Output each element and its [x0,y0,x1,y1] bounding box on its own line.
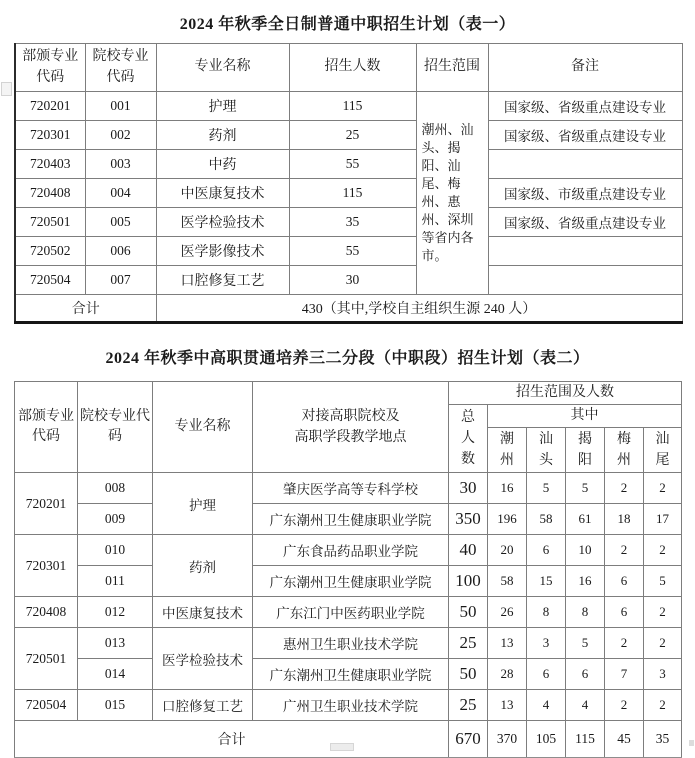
t2-row3-jieyang: 10 [566,535,605,566]
t2-row6-school-code: 013 [78,628,153,659]
table-row [15,179,682,208]
t2-header-college-line2: 高职学段教学地点 [294,430,407,445]
t2-row1-college: 肇庆医学高等专科学校 [253,473,449,504]
t2-row2-college: 广东潮州卫生健康职业学院 [253,504,449,535]
table-row [15,266,682,295]
t1-row4-school-code: 004 [85,179,156,208]
t2-row7-jieyang: 6 [566,659,605,690]
t1-row6-remark [488,237,682,266]
t2-row8-total: 25 [449,690,488,721]
t2-row6-shantou: 3 [527,628,566,659]
t2-row8-shanwei: 2 [644,690,682,721]
t1-row6-school-code: 006 [85,237,156,266]
t2-row3-chaozhou: 20 [488,535,527,566]
t1-row1-major: 护理 [156,92,289,121]
table-select-handle-icon [1,82,12,96]
t1-row5-remark: 国家级、省级重点建设专业 [488,208,682,237]
table-resize-handle [330,743,354,751]
t2-row5-code: 720408 [15,597,78,628]
t1-row2-code: 720301 [15,121,85,150]
t1-row5-count: 35 [289,208,416,237]
t1-row7-code: 720504 [15,266,85,295]
t2-row5-shanwei: 2 [644,597,682,628]
table-row [15,208,682,237]
table-row [15,473,682,504]
t2-row8-code: 720504 [15,690,78,721]
t2-header-major-name: 专业名称 [153,382,253,473]
t2-row3-major: 药剂 [153,535,253,597]
t2-row5-total: 50 [449,597,488,628]
t2-row7-shanwei: 3 [644,659,682,690]
t2-row8-college: 广州卫生职业技术学院 [253,690,449,721]
t2-row6-shanwei: 2 [644,628,682,659]
t2-row1-code: 720201 [15,473,78,535]
t1-row3-remark [488,150,682,179]
t2-total-shantou: 105 [527,721,566,758]
t2-row7-chaozhou: 28 [488,659,527,690]
t1-row1-count: 115 [289,92,416,121]
t2-row1-major: 护理 [153,473,253,535]
t2-row5-jieyang: 8 [566,597,605,628]
t1-header-major-name: 专业名称 [156,44,289,92]
t2-header-college-line1: 对接高职院校及 [301,409,400,424]
t2-row4-shanwei: 5 [644,566,682,597]
t1-row7-major: 口腔修复工艺 [156,266,289,295]
scrollbar-corner-fragment [689,740,694,746]
t2-header-city-shanwei: 汕尾 [644,428,682,473]
t2-row2-total: 350 [449,504,488,535]
t1-header-enrollment-range: 招生范围 [416,44,488,92]
t2-row3-school-code: 010 [78,535,153,566]
t2-row3-shanwei: 2 [644,535,682,566]
t2-row2-shantou: 58 [527,504,566,535]
t2-row5-chaozhou: 26 [488,597,527,628]
t1-row6-major: 医学影像技术 [156,237,289,266]
t1-row5-code: 720501 [15,208,85,237]
t2-total-jieyang: 115 [566,721,605,758]
t2-header-city-meizhou: 梅州 [605,428,644,473]
t2-row6-chaozhou: 13 [488,628,527,659]
t1-row7-count: 30 [289,266,416,295]
t2-row1-shanwei: 2 [644,473,682,504]
t1-row1-school-code: 001 [85,92,156,121]
t2-row1-chaozhou: 16 [488,473,527,504]
t2-row8-shantou: 4 [527,690,566,721]
t1-row3-count: 55 [289,150,416,179]
table2-segmented-enrollment-plan [14,381,682,758]
t2-row7-school-code: 014 [78,659,153,690]
t1-range-merged-cell: 潮州、汕头、揭阳、汕尾、梅州、惠州、深圳等省内各市。 [416,92,488,295]
t2-row2-jieyang: 61 [566,504,605,535]
t2-row2-chaozhou: 196 [488,504,527,535]
t1-row2-major: 药剂 [156,121,289,150]
t2-row2-meizhou: 18 [605,504,644,535]
table-row [15,628,682,659]
table-row [15,659,682,690]
table-row [15,535,682,566]
t2-total-shanwei: 35 [644,721,682,758]
t2-row4-shantou: 15 [527,566,566,597]
t1-row6-code: 720502 [15,237,85,266]
t1-row2-remark: 国家级、省级重点建设专业 [488,121,682,150]
table1-title: 2024 年秋季全日制普通中职招生计划（表一） [179,16,516,33]
table-row [15,566,682,597]
t2-row4-chaozhou: 58 [488,566,527,597]
t2-header-total-count: 总人数 [449,405,488,473]
t2-row5-major: 中医康复技术 [153,597,253,628]
t2-row8-meizhou: 2 [605,690,644,721]
t2-row4-jieyang: 16 [566,566,605,597]
t1-row3-code: 720403 [15,150,85,179]
table-row [15,504,682,535]
t2-row8-major: 口腔修复工艺 [153,690,253,721]
table-row [15,237,682,266]
t2-header-city-chaozhou: 潮州 [488,428,527,473]
t2-row3-college: 广东食品药品职业学院 [253,535,449,566]
t2-row3-shantou: 6 [527,535,566,566]
t2-row6-meizhou: 2 [605,628,644,659]
t2-row5-meizhou: 6 [605,597,644,628]
t2-row2-school-code: 009 [78,504,153,535]
t2-row6-jieyang: 5 [566,628,605,659]
table1-fulltime-enrollment-plan [14,43,683,324]
t1-header-enrollment-count: 招生人数 [289,44,416,92]
t2-header-ministry-code: 部颁专业代码 [15,382,78,473]
t2-row4-school-code: 011 [78,566,153,597]
t1-row3-major: 中药 [156,150,289,179]
t1-row6-count: 55 [289,237,416,266]
t2-row4-total: 100 [449,566,488,597]
t1-header-remark: 备注 [488,44,682,92]
t2-row7-meizhou: 7 [605,659,644,690]
table1-header-row [15,44,682,92]
t2-total-label: 合计 [15,721,449,758]
t2-row8-school-code: 015 [78,690,153,721]
t1-row3-school-code: 003 [85,150,156,179]
t2-row7-shantou: 6 [527,659,566,690]
t2-total-chaozhou: 370 [488,721,527,758]
table-row [15,597,682,628]
table-row [15,121,682,150]
t2-row1-jieyang: 5 [566,473,605,504]
t2-row4-college: 广东潮州卫生健康职业学院 [253,566,449,597]
t2-row8-chaozhou: 13 [488,690,527,721]
t2-header-range-group: 招生范围及人数 [449,382,682,405]
t2-row6-college: 惠州卫生职业技术学院 [253,628,449,659]
t2-row1-shantou: 5 [527,473,566,504]
t2-total-meizhou: 45 [605,721,644,758]
table1-total-row [15,295,682,323]
table-row [15,92,682,121]
t2-row3-total: 40 [449,535,488,566]
table2-title: 2024 年秋季中高职贯通培养三二分段（中职段）招生计划（表二） [105,350,590,367]
t2-row3-meizhou: 2 [605,535,644,566]
t1-row4-remark: 国家级、市级重点建设专业 [488,179,682,208]
t2-total-sum: 670 [449,721,488,758]
t2-row8-jieyang: 4 [566,690,605,721]
t2-row5-college: 广东江门中医药职业学院 [253,597,449,628]
t1-row2-school-code: 002 [85,121,156,150]
t2-row4-meizhou: 6 [605,566,644,597]
t2-header-city-jieyang: 揭阳 [566,428,605,473]
t1-header-school-code: 院校专业代码 [85,44,156,92]
t1-row4-code: 720408 [15,179,85,208]
t2-header-among: 其中 [488,405,682,428]
t1-total-value: 430（其中,学校自主组织生源 240 人） [156,295,682,323]
t2-row2-shanwei: 17 [644,504,682,535]
t2-row3-code: 720301 [15,535,78,597]
t2-row7-total: 50 [449,659,488,690]
table-row [15,150,682,179]
table2-total-row [15,721,682,758]
t2-row1-school-code: 008 [78,473,153,504]
t1-row4-count: 115 [289,179,416,208]
t1-row4-major: 中医康复技术 [156,179,289,208]
t2-row5-school-code: 012 [78,597,153,628]
t1-row5-school-code: 005 [85,208,156,237]
t2-header-city-shantou: 汕头 [527,428,566,473]
t2-row1-meizhou: 2 [605,473,644,504]
t2-header-school-code: 院校专业代码 [78,382,153,473]
table2-header-row-1 [15,382,682,405]
t2-row6-code: 720501 [15,628,78,690]
table-row [15,690,682,721]
t1-row7-school-code: 007 [85,266,156,295]
t2-row6-total: 25 [449,628,488,659]
t1-row7-remark [488,266,682,295]
t2-row7-college: 广东潮州卫生健康职业学院 [253,659,449,690]
t1-total-label: 合计 [15,295,156,323]
t1-row5-major: 医学检验技术 [156,208,289,237]
t1-header-ministry-code: 部颁专业代码 [15,44,85,92]
t1-row1-code: 720201 [15,92,85,121]
t2-row5-shantou: 8 [527,597,566,628]
t2-header-college-location [253,382,449,473]
t1-row1-remark: 国家级、省级重点建设专业 [488,92,682,121]
t1-row2-count: 25 [289,121,416,150]
t2-row1-total: 30 [449,473,488,504]
t2-row6-major: 医学检验技术 [153,628,253,690]
